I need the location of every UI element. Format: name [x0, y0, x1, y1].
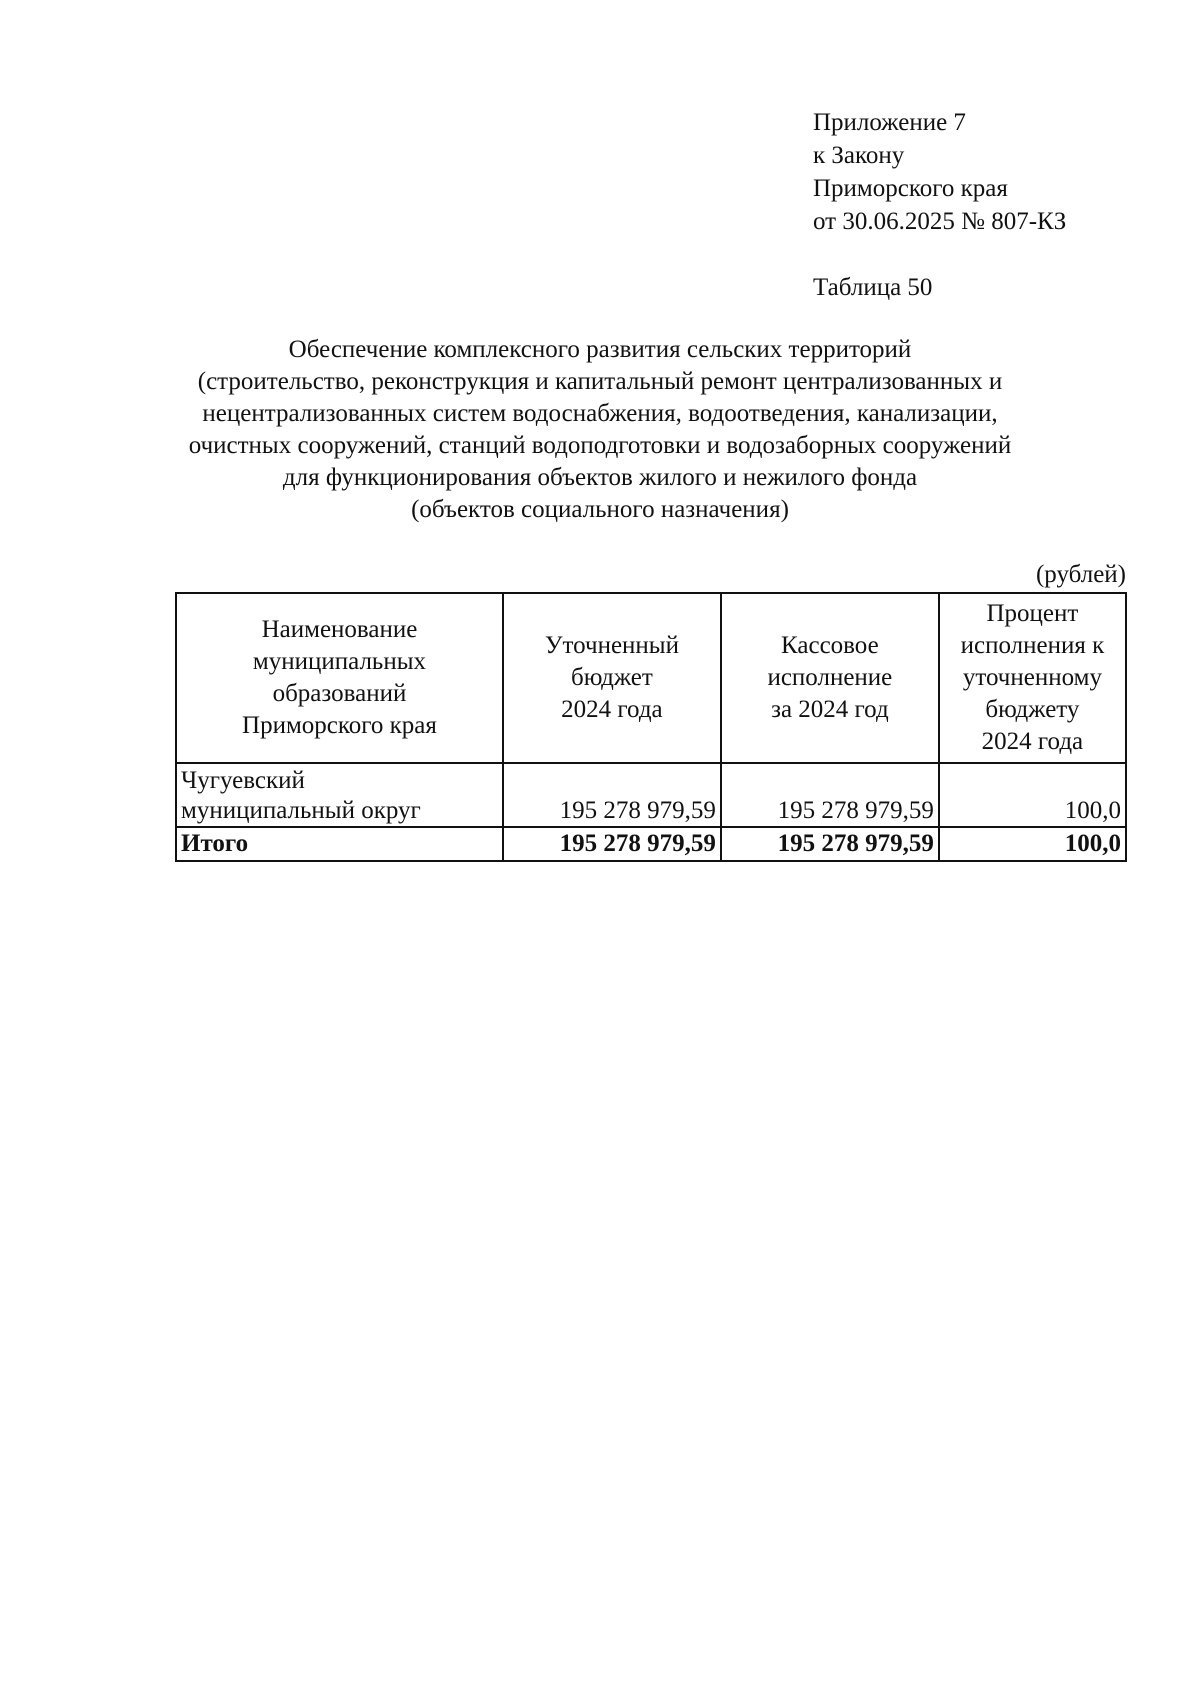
cell-line: Чугуевский [181, 767, 305, 794]
cell-budget: 195 278 979,59 [503, 763, 721, 827]
total-percent: 100,0 [939, 827, 1126, 861]
document-title [150, 334, 1050, 526]
header-line: бюджет [571, 664, 653, 691]
title-line: очистных сооружений, станций водоподготовки и водозаборных сооружений [188, 432, 1012, 459]
header-line: уточненному [962, 664, 1102, 691]
header-line: 2024 года [981, 728, 1084, 755]
header-percent [939, 593, 1126, 763]
header-line: муниципальных [252, 648, 427, 675]
header-line: Уточненный [544, 632, 679, 659]
header-execution [721, 593, 939, 763]
cell-percent: 100,0 [939, 763, 1126, 827]
cell-municipality [176, 763, 503, 827]
cell-line: муниципальный округ [181, 797, 421, 824]
title-line: (строительство, реконструкция и капитальный ремонт централизованных и [197, 368, 1003, 395]
appendix-line: Приморского края [813, 175, 1008, 202]
cell-execution: 195 278 979,59 [721, 763, 939, 827]
header-line: исполнения к [960, 632, 1105, 659]
table-number: Таблица 50 [813, 274, 933, 301]
title-line: (объектов социального назначения) [411, 496, 789, 523]
appendix-line: к Закону [813, 142, 905, 169]
units-label: (рублей) [1035, 561, 1126, 588]
appendix-reference [813, 106, 1066, 238]
header-line: за 2024 год [771, 696, 889, 723]
appendix-line: от 30.06.2025 № 807-КЗ [813, 208, 1067, 235]
total-budget: 195 278 979,59 [503, 827, 721, 861]
total-label: Итого [176, 827, 503, 861]
header-line: исполнение [767, 664, 893, 691]
total-execution: 195 278 979,59 [721, 827, 939, 861]
header-line: Процент [986, 600, 1079, 627]
title-line: нецентрализованных систем водоснабжения, водоотведения, канализации, [202, 400, 998, 427]
title-line: Обеспечение комплексного развития сельских территорий [288, 336, 912, 363]
table-total-row [176, 827, 1126, 861]
title-line: для функционирования объектов жилого и нежилого фонда [282, 464, 918, 491]
header-budget [503, 593, 721, 763]
header-line: Кассовое [781, 632, 879, 659]
appendix-line: Приложение 7 [813, 109, 966, 136]
header-line: Приморского края [242, 712, 437, 739]
budget-table [175, 592, 1127, 862]
table-row [176, 763, 1126, 827]
header-line: Наименование [261, 616, 418, 643]
header-municipality [176, 593, 503, 763]
header-line: бюджету [985, 696, 1080, 723]
header-line: 2024 года [561, 696, 663, 723]
table-header-row [176, 593, 1126, 763]
header-line: образований [272, 680, 407, 707]
